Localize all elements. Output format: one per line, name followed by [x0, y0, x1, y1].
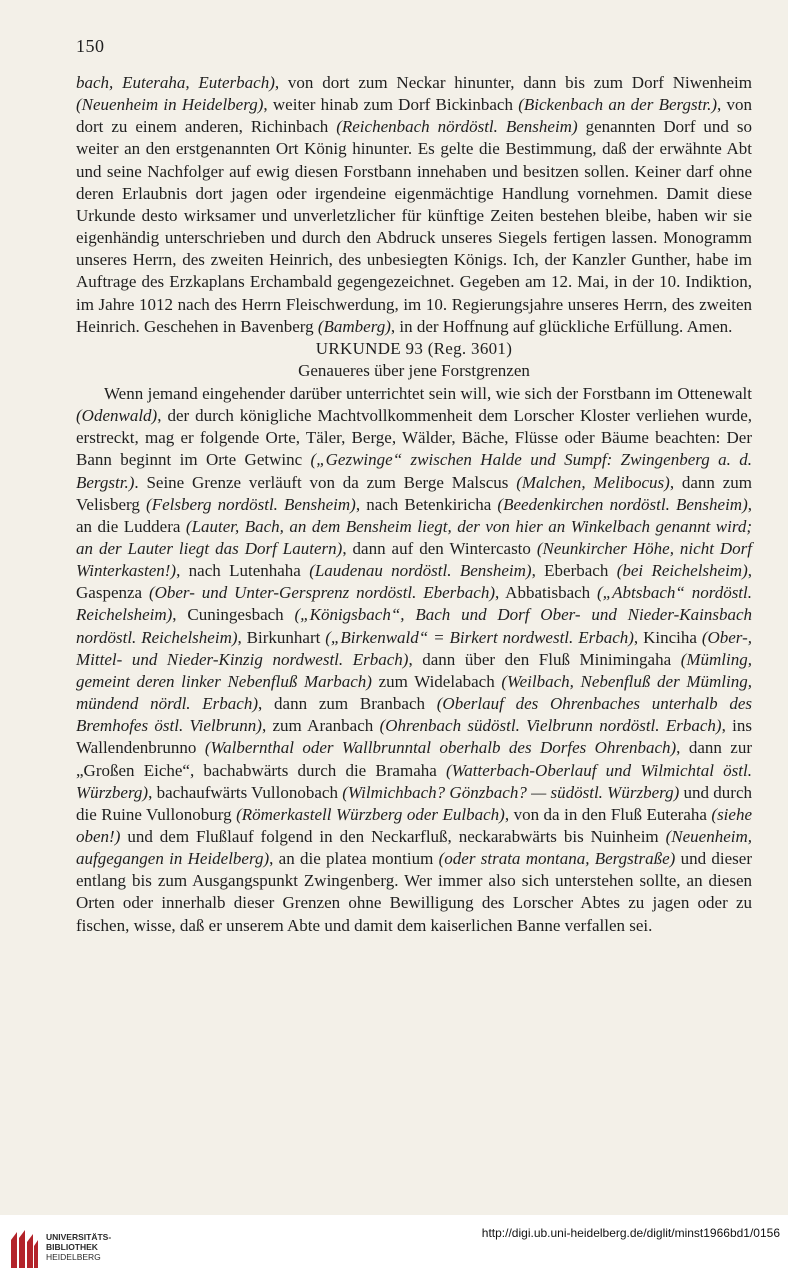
place-annotation: (oder strata montana, Bergstraße)	[438, 849, 676, 869]
place-annotation: (Odenwald)	[76, 406, 158, 426]
place-annotation: (Laudenau nordöstl. Bensheim)	[309, 561, 532, 581]
place-annotation: (Ohrenbach südöstl. Vielbrunn nordöstl. Erbach)	[379, 716, 722, 736]
charter-subheading: Genaueres über jene Forstgrenzen	[298, 361, 530, 381]
place-annotation: (Ober-, Mittel- und Nieder-Kinzig nordwestl. Erbach)	[76, 627, 752, 669]
place-annotation: (Neuenheim in Heidelberg)	[76, 95, 264, 115]
place-annotation: (Weilbach, Nebenfluß der Mümling, mündend nördl. Erbach)	[76, 671, 752, 714]
place-annotation: (bei Reichelsheim)	[616, 561, 748, 581]
paragraph-charter-93: Wenn jemand eingehender darüber unterrichtet sein will, wie sich der Forstbann im Ottenewalt (Odenwald), der durch königliche Machtvollkommenheit dem Lorscher Kloster verliehen wurde, erstreckt, mag er folgende Orte, Täler, Berge, Wälder, Bäche, Flüsse oder Bäume beachten: Der Bann beginnt im Orte Getwinc („Gezwinge“ zwischen Halde und Sumpf: Zwingenberg a. d. Bergstr.). Seine Grenze verläuft von da zum Berge Malscus (Malchen, Melibocus), dann zum Velisberg (Felsberg nordöstl. Bensheim), nach Betenkiricha (Beedenkirchen nordöstl. Bensheim), an die Luddera (Lauter, Bach, an dem Bensheim liegt, der von hier an Winkelbach genannt wird; an der Lauter liegt das Dorf Lautern), dann auf den Wintercasto (Neunkircher Höhe, nicht Dorf Winterkasten!), nach Lutenhaha (Laudenau nordöstl. Bensheim), Eberbach (bei Reichelsheim), Gaspenza (Ober- und Unter-Gersprenz nordöstl. Eberbach), Abbatisbach („Abtsbach“ nordöstl. Reichelsheim), Cuningesbach („Königsbach“, Bach und Dorf Ober- und Nieder-Kainsbach nordöstl. Reichelsheim), Birkunhart („Birkenwald“ = Birkert nordwestl. Erbach), Kinciha (Ober-, Mittel- und Nieder-Kinzig nordwestl. Erbach), dann über den Fluß Minimingaha (Mümling, gemeint deren linker Nebenfluß Marbach) zum Widelabach (Weilbach, Nebenfluß der Mümling, mündend nördl. Erbach), dann zum Branbach (Oberlauf des Ohrenbaches unterhalb des Bremhofes östl. Vielbrunn), zum Aranbach (Ohrenbach südöstl. Vielbrunn nordöstl. Erbach), ins Wallendenbrunno (Walbernthal oder Wallbrunntal oberhalb des Dorfes Ohrenbach), dann zur „Großen Eiche“, bachabwärts durch die Bramaha (Watterbach-Oberlauf und Wilmichtal östl. Würzberg), bachaufwärts Vullonobach (Wilmichbach? Gönzbach? — südöstl. Würzberg) und durch die Ruine Vullonoburg (Römerkastell Würzberg oder Eulbach), von da in den Fluß Euteraha (siehe oben!) und dem Flußlauf folgend in den Neckarfluß, neckarabwärts bis Nuinheim (Neuenheim, aufgegangen in Heidelberg), an die platea montium (oder strata montana, Bergstraße) und dieser entlang bis zum Ausgangspunkt Zwingenberg. Wer immer also sich unterstehen sollte, an diesen Orten oder innerhalb dieser Grenzen ohne Bewilligung des Lorscher Abtes zu jagen oder zu fischen, wisse, daß er unserem Abte und damit dem kaiserlichen Banne verfallen sei.	[76, 383, 753, 935]
place-annotation: (siehe oben!)	[76, 804, 752, 846]
place-annotation: (Mümling, gemeint deren linker Nebenfluß Marbach)	[76, 649, 752, 691]
place-annotation: (Malchen, Melibocus)	[516, 472, 670, 492]
source-url[interactable]: http://digi.ub.uni-heidelberg.de/diglit/minst1966bd1/0156	[481, 1226, 780, 1240]
body-text	[76, 72, 752, 937]
place-annotation: (Neuenheim, aufgegangen in Heidelberg)	[76, 827, 752, 869]
place-annotation: (Ober- und Unter-Gersprenz nordöstl. Eberbach)	[148, 583, 496, 603]
place-annotation: (Römerkastell Würzberg oder Eulbach)	[236, 804, 505, 824]
library-name	[46, 1232, 111, 1262]
place-annotation: bach, Euteraha, Euterbach)	[76, 73, 275, 92]
place-annotation: („Abtsbach“ nordöstl. Reichelsheim)	[76, 583, 753, 625]
place-annotation: (Walbernthal oder Wallbrunntal oberhalb des Dorfes Ohrenbach)	[204, 738, 677, 758]
library-name-line1: UNIVERSITÄTS-	[46, 1232, 112, 1242]
place-annotation: (Oberlauf des Ohrenbaches unterhalb des Bremhofes östl. Vielbrunn)	[76, 694, 752, 736]
place-annotation: (Watterbach-Oberlauf und Wilmichtal östl. Würzberg)	[76, 760, 752, 802]
page-number: 150	[76, 36, 105, 56]
charter-heading: URKUNDE 93 (Reg. 3601)	[315, 338, 513, 358]
place-annotation: (Neunkircher Höhe, nicht Dorf Winterkasten!)	[76, 538, 753, 581]
place-annotation: (Bickenbach an der Bergstr.)	[518, 95, 717, 115]
library-name-line2: BIBLIOTHEK	[46, 1242, 98, 1252]
place-annotation: („Birkenwald“ = Birkert nordwestl. Erbach)	[325, 627, 634, 647]
place-annotation: („Gezwinge“ zwischen Halde und Sumpf: Zwingenberg a. d. Bergstr.)	[76, 450, 752, 492]
place-annotation: (Beedenkirchen nordöstl. Bensheim)	[497, 494, 748, 514]
place-annotation: („Königsbach“, Bach und Dorf Ober- und Nieder-Kainsbach nordöstl. Reichelsheim)	[76, 605, 752, 647]
library-footer	[0, 1215, 788, 1274]
university-library-logo-icon	[8, 1228, 40, 1270]
place-annotation: (Reichenbach nördöstl. Bensheim)	[336, 117, 578, 137]
place-annotation: (Felsberg nordöstl. Bensheim)	[146, 494, 356, 514]
paragraph-continuation: bach, Euteraha, Euterbach), von dort zum Neckar hinunter, dann bis zum Dorf Niwenheim (Neuenheim in Heidelberg), weiter hinab zum Dorf Bickinbach (Bickenbach an der Bergstr.), von dort zu einem anderen, Richinbach (Reichenbach nördöstl. Bensheim) genannten Dorf und so weiter an den erstgenannten Ort König hinunter. Es gelte die Bestimmung, daß der erwähnte Abt und seine Nachfolger auf ewig diesen Forstbann innehaben und besitzen sollen. Keiner darf ohne deren Erlaubnis dort jagen oder irgendeine eigenmächtige Handlung vornehmen. Damit diese Urkunde desto wirksamer und unverletzlicher für künftige Zeiten bestehen bleibe, haben wir sie eigenhändig unterschrieben und durch den Abdruck unseres Siegels fertigen lassen. Monogramm unseres Herrn, des zweiten Heinrich, des unbesiegten Königs. Ich, der Kanzler Gunther, habe im Auftrage des Erzkaplans Erchambald gegengezeichnet. Gegeben am 12. Mai, in der 10. Indiktion, im Jahre 1012 nach des Herrn Fleischwerdung, im 10. Regierungsjahre unseres Herrn, des zweiten Heinrich. Geschehen in Bavenberg (Bamberg), in der Hoffnung auf glückliche Erfüllung. Amen.	[76, 73, 753, 336]
place-annotation: (Lauter, Bach, an dem Bensheim liegt, der von hier an Winkelbach genannt wird; an der Lauter liegt das Dorf Lautern)	[76, 516, 753, 558]
library-name-line3: HEIDELBERG	[46, 1252, 101, 1262]
place-annotation: (Wilmichbach? Gönzbach? — südöstl. Würzberg)	[342, 782, 680, 802]
place-annotation: (Bamberg)	[317, 316, 391, 336]
